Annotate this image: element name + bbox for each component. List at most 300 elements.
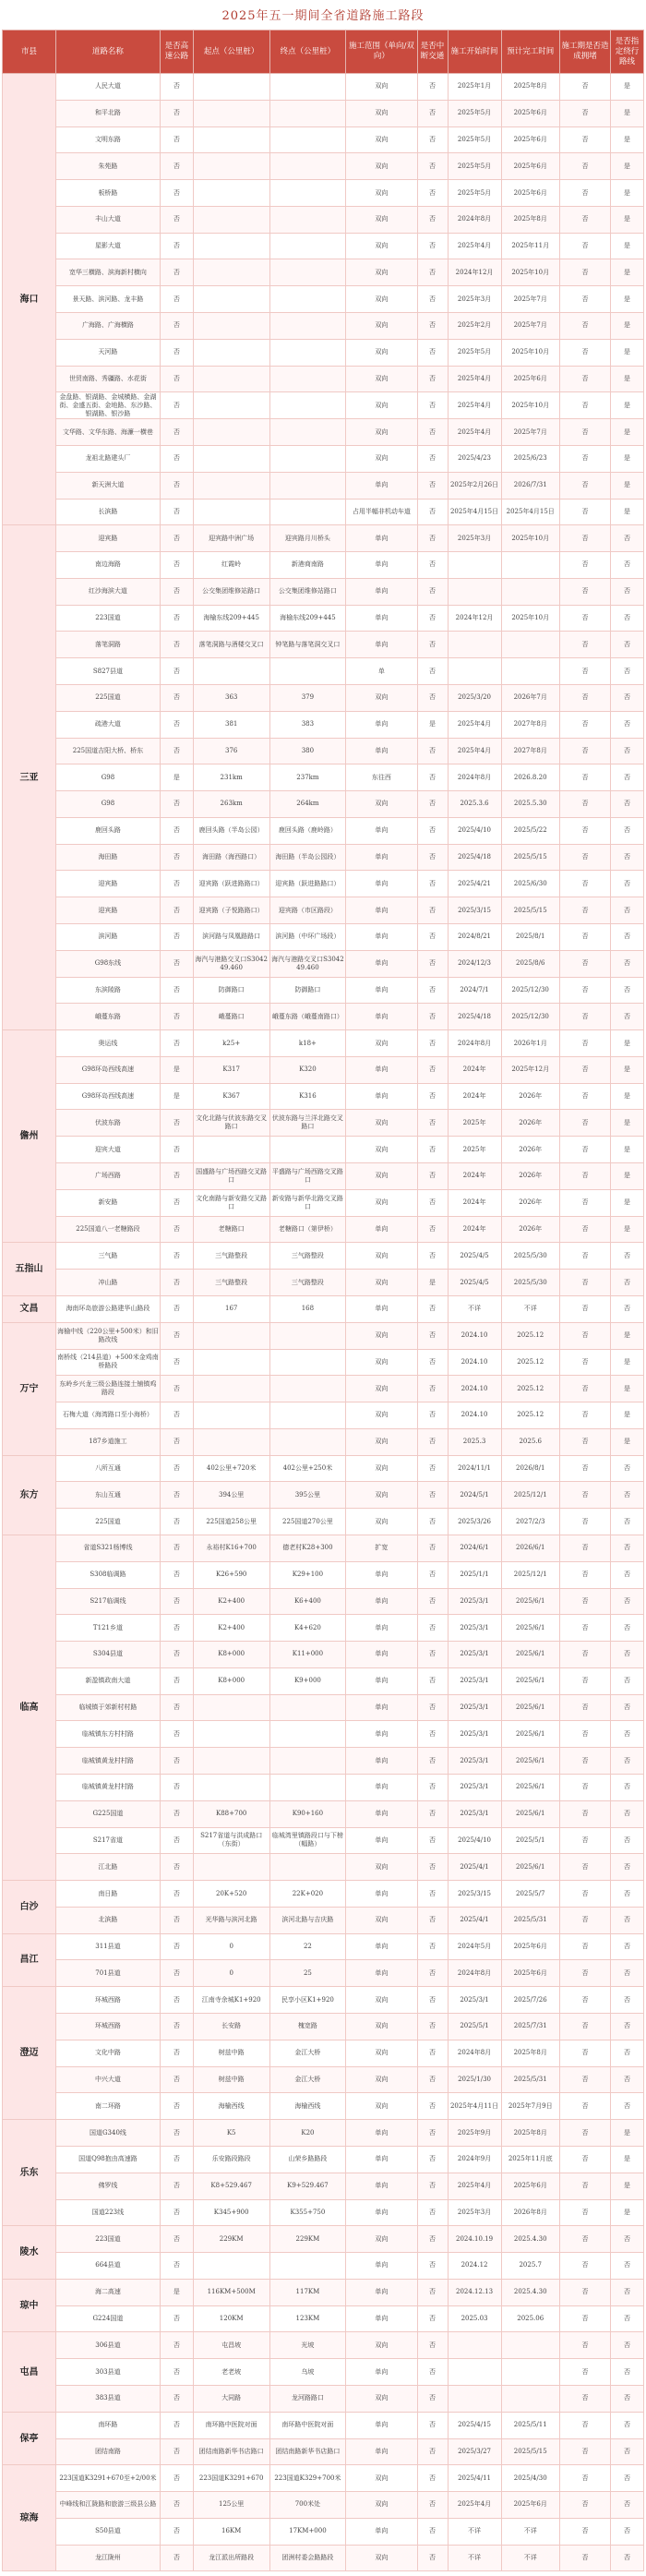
traffic-interrupt-cell: 否 <box>417 126 448 153</box>
completion-cell: 2025/6/1 <box>501 1854 559 1881</box>
completion-cell: 2025/6/1 <box>501 1615 559 1642</box>
start-time-cell <box>448 2332 501 2359</box>
table-row <box>3 525 644 552</box>
start-time-cell: 2025/3/15 <box>448 897 501 924</box>
start-cell <box>193 392 269 419</box>
start-cell <box>193 233 269 259</box>
table-row <box>3 126 644 153</box>
congestion-cell: 否 <box>559 2146 610 2173</box>
end-cell: 223国道K329+700米 <box>269 2465 346 2492</box>
detour-cell: 否 <box>611 2492 644 2519</box>
traffic-interrupt-cell: 否 <box>417 1987 448 2014</box>
detour-cell: 否 <box>611 1827 644 1854</box>
traffic-interrupt-cell: 否 <box>417 1482 448 1509</box>
completion-cell: 2025年8月 <box>501 206 559 233</box>
traffic-interrupt-cell: 否 <box>417 1748 448 1775</box>
is-expressway-cell: 否 <box>160 1402 193 1429</box>
start-cell: 三气路整段 <box>193 1243 269 1270</box>
road-name-cell: 383县道 <box>55 2385 160 2412</box>
completion-cell: 2026年 <box>501 1110 559 1137</box>
is-expressway-cell: 否 <box>160 1960 193 1987</box>
congestion-cell: 否 <box>559 2412 610 2438</box>
traffic-interrupt-cell: 否 <box>417 871 448 897</box>
congestion-cell: 否 <box>559 738 610 764</box>
road-name-cell: 海田路 <box>55 844 160 871</box>
detour-cell: 是 <box>611 1428 644 1455</box>
start-cell: 223国道K3291+670 <box>193 2465 269 2492</box>
detour-cell: 否 <box>611 2226 644 2253</box>
scope-cell: 双向 <box>346 100 417 126</box>
start-time-cell: 2025/3/20 <box>448 684 501 711</box>
completion-cell <box>501 2385 559 2412</box>
road-name-cell: 石梅大道（海湾路口至小海桥） <box>55 1402 160 1429</box>
congestion-cell: 否 <box>559 1482 610 1509</box>
start-time-cell: 2025年4月 <box>448 419 501 446</box>
congestion-cell: 否 <box>559 2545 610 2571</box>
is-expressway-cell: 否 <box>160 1509 193 1535</box>
completion-cell: 2025年12月 <box>501 1056 559 1083</box>
is-expressway-cell: 否 <box>160 897 193 924</box>
table-row <box>3 658 644 685</box>
road-name-cell: 225国道八一老糖路段 <box>55 1216 160 1243</box>
start-cell: 龙江派出所路段 <box>193 2545 269 2571</box>
traffic-interrupt-cell: 否 <box>417 1349 448 1376</box>
scope-cell: 单向 <box>346 1827 417 1854</box>
table-row <box>3 339 644 366</box>
scope-cell: 单向 <box>346 1004 417 1030</box>
congestion-cell: 否 <box>559 924 610 951</box>
table-row <box>3 738 644 764</box>
congestion-cell: 否 <box>559 817 610 844</box>
scope-cell: 东往西 <box>346 764 417 791</box>
table-row <box>3 817 644 844</box>
detour-cell: 否 <box>611 2014 644 2040</box>
start-cell: 120KM <box>193 2305 269 2332</box>
scope-cell: 单向 <box>346 1694 417 1721</box>
start-cell: K8+000 <box>193 1642 269 1668</box>
congestion-cell: 否 <box>559 1243 610 1270</box>
start-cell: 402公里+720米 <box>193 1455 269 1482</box>
start-cell: 峨蔓路口 <box>193 1004 269 1030</box>
scope-cell: 单向 <box>346 1933 417 1960</box>
start-cell <box>193 313 269 340</box>
road-name-cell: 广海路、广海横路 <box>55 313 160 340</box>
is-expressway-cell: 否 <box>160 2226 193 2253</box>
road-name-cell: G98环岛西线高速 <box>55 1056 160 1083</box>
scope-cell: 双向 <box>346 1270 417 1296</box>
scope-cell: 单向 <box>346 817 417 844</box>
end-cell <box>269 286 346 313</box>
start-time-cell: 不详 <box>448 2545 501 2571</box>
table-row <box>3 1004 644 1030</box>
traffic-interrupt-cell: 否 <box>417 1509 448 1535</box>
road-name-cell: 新安路 <box>55 1189 160 1216</box>
congestion-cell: 否 <box>559 2014 610 2040</box>
start-time-cell: 2025/4/18 <box>448 844 501 871</box>
detour-cell: 否 <box>611 658 644 685</box>
end-cell: 17KM+000 <box>269 2518 346 2545</box>
end-cell <box>269 445 346 472</box>
road-name-cell: 八所互通 <box>55 1455 160 1482</box>
start-time-cell: 2024/12/3 <box>448 950 501 977</box>
detour-cell: 否 <box>611 1721 644 1748</box>
completion-cell: 2025/6/1 <box>501 1642 559 1668</box>
is-expressway-cell: 否 <box>160 1455 193 1482</box>
is-expressway-cell: 否 <box>160 1748 193 1775</box>
table-row <box>3 1960 644 1987</box>
is-expressway-cell: 否 <box>160 658 193 685</box>
completion-cell: 2025/12/1 <box>501 1561 559 1588</box>
start-cell: 229KM <box>193 2226 269 2253</box>
end-cell <box>269 153 346 180</box>
detour-cell: 否 <box>611 1987 644 2014</box>
start-time-cell: 2024年8月 <box>448 1030 501 1057</box>
completion-cell: 2025.12 <box>501 1402 559 1429</box>
table-row <box>3 2014 644 2040</box>
city-cell: 文昌 <box>3 1295 56 1322</box>
is-expressway-cell: 否 <box>160 1322 193 1349</box>
scope-cell: 双向 <box>346 180 417 207</box>
detour-cell: 否 <box>611 525 644 552</box>
start-cell <box>193 419 269 446</box>
road-name-cell: S217省道 <box>55 1827 160 1854</box>
traffic-interrupt-cell: 否 <box>417 1322 448 1349</box>
scope-cell: 单向 <box>346 2412 417 2438</box>
city-cell: 东方 <box>3 1455 56 1535</box>
congestion-cell: 否 <box>559 2359 610 2386</box>
road-name-cell: 海榆中线（220公里+500米）和旧路改线 <box>55 1322 160 1349</box>
completion-cell: 2025.06 <box>501 2305 559 2332</box>
start-time-cell: 不详 <box>448 2518 501 2545</box>
completion-cell: 2025年7月 <box>501 313 559 340</box>
congestion-cell: 否 <box>559 1402 610 1429</box>
detour-cell: 是 <box>611 1216 644 1243</box>
table-row <box>3 632 644 658</box>
completion-cell: 2026/7/31 <box>501 472 559 499</box>
congestion-cell: 否 <box>559 1721 610 1748</box>
end-cell: 395公里 <box>269 1482 346 1509</box>
scope-cell: 双向 <box>346 206 417 233</box>
detour-cell: 否 <box>611 817 644 844</box>
completion-cell: 2025年6月 <box>501 1960 559 1987</box>
scope-cell: 双向 <box>346 2332 417 2359</box>
congestion-cell: 否 <box>559 74 610 101</box>
end-cell: 乌坡 <box>269 2359 346 2386</box>
end-cell: K355+750 <box>269 2199 346 2226</box>
header-start-time: 施工开始时间 <box>448 30 501 74</box>
start-cell <box>193 1775 269 1801</box>
start-cell: k25+ <box>193 1030 269 1057</box>
start-time-cell: 2025/3/1 <box>448 1800 501 1827</box>
end-cell <box>269 259 346 286</box>
congestion-cell: 否 <box>559 1775 610 1801</box>
completion-cell: 2025/6/1 <box>501 1748 559 1775</box>
end-cell: 123KM <box>269 2305 346 2332</box>
is-expressway-cell: 否 <box>160 1295 193 1322</box>
end-cell: 山荣乡路路段 <box>269 2146 346 2173</box>
scope-cell: 单向 <box>346 1561 417 1588</box>
completion-cell: 2025年6月 <box>501 366 559 392</box>
completion-cell: 2025/6/1 <box>501 1694 559 1721</box>
start-time-cell: 2024年 <box>448 1189 501 1216</box>
detour-cell: 否 <box>611 1694 644 1721</box>
end-cell <box>269 1721 346 1748</box>
traffic-interrupt-cell: 否 <box>417 2359 448 2386</box>
traffic-interrupt-cell: 否 <box>417 2545 448 2571</box>
is-expressway-cell: 否 <box>160 2040 193 2066</box>
congestion-cell: 否 <box>559 977 610 1004</box>
congestion-cell: 否 <box>559 206 610 233</box>
start-time-cell <box>448 632 501 658</box>
is-expressway-cell: 否 <box>160 1376 193 1402</box>
start-cell: 树兹中路 <box>193 2040 269 2066</box>
city-cell: 白沙 <box>3 1881 56 1934</box>
scope-cell: 单向 <box>346 2173 417 2199</box>
detour-cell: 是 <box>611 233 644 259</box>
table-row <box>3 313 644 340</box>
scope-cell: 单向 <box>346 924 417 951</box>
scope-cell: 双向 <box>346 2492 417 2519</box>
header-scope: 施工范围（单向/双向） <box>346 30 417 74</box>
scope-cell: 单向 <box>346 2359 417 2386</box>
detour-cell: 是 <box>611 1349 644 1376</box>
traffic-interrupt-cell: 否 <box>417 1561 448 1588</box>
road-name-cell: 南环路 <box>55 2412 160 2438</box>
start-time-cell: 2025/4/1 <box>448 1907 501 1933</box>
scope-cell: 双向 <box>346 286 417 313</box>
table-row <box>3 552 644 579</box>
start-time-cell: 2024年 <box>448 1083 501 1110</box>
detour-cell: 是 <box>611 445 644 472</box>
start-time-cell: 2025/3/1 <box>448 1748 501 1775</box>
table-body <box>3 74 644 2571</box>
congestion-cell: 否 <box>559 286 610 313</box>
scope-cell: 双向 <box>346 2066 417 2093</box>
detour-cell: 否 <box>611 764 644 791</box>
road-name-cell: 三气路 <box>55 1243 160 1270</box>
road-name-cell: 天河路 <box>55 339 160 366</box>
city-cell: 儋州 <box>3 1030 56 1243</box>
end-cell <box>269 313 346 340</box>
start-cell: K88+700 <box>193 1800 269 1827</box>
start-time-cell: 2024年 <box>448 1163 501 1190</box>
table-row <box>3 950 644 977</box>
end-cell: 三气路整段 <box>269 1270 346 1296</box>
start-time-cell: 2024年8月 <box>448 1960 501 1987</box>
table-row <box>3 1189 644 1216</box>
congestion-cell: 否 <box>559 1854 610 1881</box>
detour-cell: 否 <box>611 1907 644 1933</box>
table-row <box>3 1322 644 1349</box>
is-expressway-cell: 否 <box>160 871 193 897</box>
road-name-cell: 滨河路 <box>55 924 160 951</box>
scope-cell: 单向 <box>346 844 417 871</box>
end-cell: 新港商南路 <box>269 552 346 579</box>
table-row <box>3 2066 644 2093</box>
start-cell <box>193 366 269 392</box>
road-name-cell: 广场西路 <box>55 1163 160 1190</box>
is-expressway-cell: 否 <box>160 1694 193 1721</box>
start-time-cell: 2024年 <box>448 1216 501 1243</box>
start-time-cell: 2025年2月 <box>448 313 501 340</box>
congestion-cell: 否 <box>559 684 610 711</box>
end-cell: 237km <box>269 764 346 791</box>
end-cell: 槐宽路 <box>269 2014 346 2040</box>
traffic-interrupt-cell: 否 <box>417 817 448 844</box>
completion-cell: 2026年 <box>501 1083 559 1110</box>
header-city: 市县 <box>3 30 56 74</box>
road-name-cell: 朱苑路 <box>55 153 160 180</box>
table-row <box>3 1881 644 1908</box>
start-time-cell: 2025/5/1 <box>448 2014 501 2040</box>
start-time-cell: 2024年12月 <box>448 605 501 632</box>
congestion-cell: 否 <box>559 1881 610 1908</box>
start-time-cell: 2025年4月15日 <box>448 499 501 525</box>
scope-cell: 单向 <box>346 1642 417 1668</box>
is-expressway-cell: 否 <box>160 1189 193 1216</box>
scope-cell: 双向 <box>346 392 417 419</box>
congestion-cell: 否 <box>559 1561 610 1588</box>
start-cell: 20K+520 <box>193 1881 269 1908</box>
table-row <box>3 578 644 605</box>
road-name-cell: 文明东路 <box>55 126 160 153</box>
end-cell: 383 <box>269 711 346 738</box>
start-cell <box>193 1349 269 1376</box>
table-row <box>3 897 644 924</box>
road-name-cell: 奥运线 <box>55 1030 160 1057</box>
scope-cell: 单向 <box>346 2199 417 2226</box>
traffic-interrupt-cell: 否 <box>417 2279 448 2305</box>
detour-cell: 否 <box>611 1270 644 1296</box>
detour-cell: 否 <box>611 2438 644 2465</box>
road-name-cell: 省道S321杨博线 <box>55 1535 160 1561</box>
is-expressway-cell: 否 <box>160 2465 193 2492</box>
city-cell: 琼中 <box>3 2279 56 2332</box>
detour-cell: 否 <box>611 1933 644 1960</box>
completion-cell <box>501 552 559 579</box>
detour-cell: 否 <box>611 1642 644 1668</box>
start-cell: 125公里 <box>193 2492 269 2519</box>
end-cell: 鹿回头路（鹿岭路） <box>269 817 346 844</box>
start-cell <box>193 286 269 313</box>
is-expressway-cell: 否 <box>160 1721 193 1748</box>
is-expressway-cell: 否 <box>160 2199 193 2226</box>
road-name-cell: 中峰线和江陇路和旅游三级县公路 <box>55 2492 160 2519</box>
traffic-interrupt-cell: 否 <box>417 2120 448 2147</box>
scope-cell: 双向 <box>346 2093 417 2120</box>
detour-cell: 是 <box>611 1110 644 1137</box>
is-expressway-cell: 否 <box>160 1933 193 1960</box>
traffic-interrupt-cell: 否 <box>417 1694 448 1721</box>
detour-cell: 是 <box>611 1056 644 1083</box>
congestion-cell: 否 <box>559 2253 610 2280</box>
is-expressway-cell: 否 <box>160 1854 193 1881</box>
road-name-cell: 临城镇于郊新村村路 <box>55 1694 160 1721</box>
road-name-cell: 临城镇黄龙村村路 <box>55 1748 160 1775</box>
traffic-interrupt-cell: 否 <box>417 259 448 286</box>
congestion-cell: 否 <box>559 2332 610 2359</box>
road-name-cell: 国道Q98抱由高速路 <box>55 2146 160 2173</box>
detour-cell: 否 <box>611 1455 644 1482</box>
start-cell <box>193 1402 269 1429</box>
road-name-cell: 664县道 <box>55 2253 160 2280</box>
completion-cell: 2026年7月 <box>501 684 559 711</box>
traffic-interrupt-cell: 否 <box>417 100 448 126</box>
is-expressway-cell: 否 <box>160 1907 193 1933</box>
start-cell <box>193 74 269 101</box>
completion-cell: 2025/5/1 <box>501 1827 559 1854</box>
start-time-cell <box>448 578 501 605</box>
end-cell: 钟笔路与落笔洞交叉口 <box>269 632 346 658</box>
table-row <box>3 2332 644 2359</box>
road-name-cell: 落笔洞路 <box>55 632 160 658</box>
is-expressway-cell: 否 <box>160 1243 193 1270</box>
congestion-cell: 否 <box>559 392 610 419</box>
city-cell: 海口 <box>3 74 56 525</box>
start-time-cell: 2025年5月 <box>448 339 501 366</box>
start-cell <box>193 499 269 525</box>
end-cell: 25 <box>269 1960 346 1987</box>
scope-cell: 双向 <box>346 1455 417 1482</box>
start-cell <box>193 126 269 153</box>
is-expressway-cell: 否 <box>160 1588 193 1615</box>
detour-cell: 否 <box>611 1295 644 1322</box>
detour-cell: 否 <box>611 2518 644 2545</box>
completion-cell: 不详 <box>501 1295 559 1322</box>
road-name-cell: 景天路、滨河路、龙丰路 <box>55 286 160 313</box>
congestion-cell: 否 <box>559 1667 610 1694</box>
end-cell <box>269 126 346 153</box>
traffic-interrupt-cell: 否 <box>417 1030 448 1057</box>
traffic-interrupt-cell: 否 <box>417 2199 448 2226</box>
end-cell: k18+ <box>269 1030 346 1057</box>
header-end: 终点（公里桩） <box>269 30 346 74</box>
congestion-cell: 否 <box>559 1137 610 1163</box>
congestion-cell: 否 <box>559 1083 610 1110</box>
completion-cell: 2025/5/7 <box>501 1881 559 1908</box>
is-expressway-cell: 否 <box>160 1349 193 1376</box>
end-cell <box>269 74 346 101</box>
start-cell: 三气路整段 <box>193 1270 269 1296</box>
traffic-interrupt-cell: 否 <box>417 153 448 180</box>
road-name-cell: 223国道K3291+670至+2/00米 <box>55 2465 160 2492</box>
start-cell: 394公里 <box>193 1482 269 1509</box>
detour-cell: 否 <box>611 578 644 605</box>
start-cell: K26+590 <box>193 1561 269 1588</box>
congestion-cell: 否 <box>559 1827 610 1854</box>
end-cell <box>269 1694 346 1721</box>
start-cell: 红霞岭 <box>193 552 269 579</box>
completion-cell: 2025/4/30 <box>501 2465 559 2492</box>
scope-cell: 双向 <box>346 1907 417 1933</box>
detour-cell: 否 <box>611 1615 644 1642</box>
completion-cell: 2025年10月 <box>501 339 559 366</box>
end-cell: 团洲村委会路路段 <box>269 2545 346 2571</box>
road-name-cell: 板桥路 <box>55 180 160 207</box>
start-cell: 光华路与滨河北路 <box>193 1907 269 1933</box>
detour-cell: 是 <box>611 2173 644 2199</box>
table-row <box>3 2492 644 2519</box>
congestion-cell: 否 <box>559 1588 610 1615</box>
traffic-interrupt-cell: 否 <box>417 392 448 419</box>
city-cell: 澄迈 <box>3 1987 56 2120</box>
start-time-cell: 2025年4月 <box>448 392 501 419</box>
table-row <box>3 1137 644 1163</box>
start-time-cell: 2024年12月 <box>448 259 501 286</box>
start-cell <box>193 153 269 180</box>
end-cell: 民享小区K1+920 <box>269 1987 346 2014</box>
detour-cell: 否 <box>611 2465 644 2492</box>
